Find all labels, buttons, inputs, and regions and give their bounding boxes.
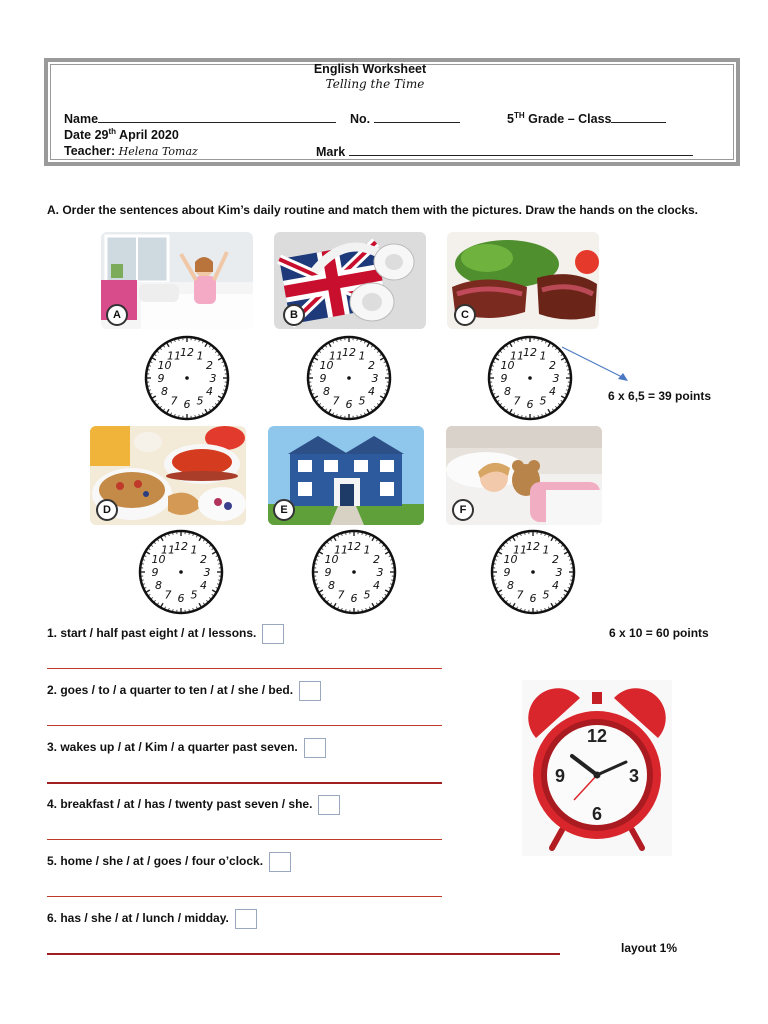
clock-number: 10 (319, 359, 334, 372)
clock-number: 5 (190, 588, 198, 602)
clock-number: 12 (347, 540, 361, 553)
points-arrow-icon (560, 344, 640, 384)
clock-number: 10 (157, 359, 172, 372)
sentence-1-text: 1. start / half past eight / at / lessons. (47, 626, 257, 641)
clock-number: 8 (160, 385, 168, 398)
clock-number: 1 (363, 543, 371, 557)
clock-number: 5 (358, 394, 366, 408)
clock-number: 7 (513, 394, 521, 408)
clock-number: 6 (526, 398, 534, 411)
clock-number: 3 (376, 566, 384, 579)
clock-number: 4 (368, 385, 376, 398)
grade-superscript: TH (513, 111, 525, 120)
picture-a-badge: A (106, 304, 128, 326)
clock-center (179, 570, 183, 574)
sentence-4 (47, 795, 340, 815)
clock-number: 10 (151, 553, 166, 566)
clock-number: 7 (337, 588, 345, 602)
clock-number: 5 (196, 394, 204, 408)
alarm-number-6: 6 (591, 804, 603, 824)
picture-c-badge: C (454, 304, 476, 326)
number-blank[interactable] (374, 111, 460, 123)
clock-number: 11 (513, 543, 527, 557)
clock-number: 2 (373, 553, 381, 566)
clock-number: 8 (154, 579, 162, 592)
grade-number: 5 (507, 112, 514, 127)
clock-number: 2 (200, 553, 208, 566)
sentence-6 (47, 909, 257, 929)
grade-row (507, 111, 666, 126)
clock-number: 3 (552, 372, 560, 385)
clock-a[interactable] (142, 334, 232, 427)
clock-number: 12 (342, 346, 356, 359)
clock-center (531, 570, 535, 574)
sentence-5 (47, 852, 291, 872)
clock-number: 2 (552, 553, 560, 566)
clock-number: 11 (161, 543, 175, 557)
date-row (64, 127, 179, 142)
date-superscript: th (108, 127, 117, 136)
mark-blank[interactable] (349, 144, 693, 156)
sentence-5-answer-line[interactable] (47, 896, 442, 897)
sentence-3 (47, 738, 326, 758)
clock-number: 6 (529, 592, 537, 605)
clock-center (347, 376, 351, 380)
picture-f-badge: F (452, 499, 474, 521)
class-blank[interactable] (611, 111, 666, 123)
clock-number: 5 (539, 394, 547, 408)
sentence-4-text: 4. breakfast / at / has / twenty past seven / she. (47, 797, 313, 812)
clock-number: 6 (345, 398, 353, 411)
name-label: Name (64, 112, 99, 126)
clock-center (352, 570, 356, 574)
sentence-2-answer-line[interactable] (47, 725, 442, 726)
sentence-3-text: 3. wakes up / at / Kim / a quarter past seven. (47, 740, 298, 755)
sentence-1-answer-line[interactable] (47, 668, 442, 669)
sentence-5-answer-box[interactable] (269, 852, 291, 872)
clock-number: 1 (542, 543, 550, 557)
clock-number: 6 (177, 592, 185, 605)
clock-number: 9 (503, 566, 511, 579)
teacher-label: Teacher: (64, 144, 116, 158)
clock-number: 1 (539, 349, 547, 363)
clock-number: 7 (332, 394, 340, 408)
mark-row (316, 144, 693, 159)
teacher-row (64, 144, 198, 158)
clock-number: 10 (324, 553, 339, 566)
points-pictures: 6 x 6,5 = 39 points (608, 389, 712, 403)
clock-number: 11 (329, 349, 343, 363)
worksheet-subtitle: Telling the Time (325, 77, 425, 91)
clock-number: 8 (503, 385, 511, 398)
clock-number: 12 (180, 346, 194, 359)
sentence-1-answer-box[interactable] (262, 624, 284, 644)
clock-number: 9 (500, 372, 508, 385)
clock-number: 5 (363, 588, 371, 602)
clock-number: 8 (322, 385, 330, 398)
clock-number: 6 (350, 592, 358, 605)
clock-number: 12 (174, 540, 188, 553)
worksheet-title: English Worksheet (313, 62, 427, 76)
sentence-6-answer-line[interactable] (47, 953, 560, 955)
clock-number: 3 (371, 372, 379, 385)
clock-number: 11 (167, 349, 181, 363)
sentence-4-answer-line[interactable] (47, 839, 442, 840)
sentence-4-answer-box[interactable] (318, 795, 340, 815)
clock-number: 2 (368, 359, 376, 372)
alarm-number-9: 9 (554, 766, 566, 786)
clock-number: 4 (206, 385, 214, 398)
clock-number: 11 (334, 543, 348, 557)
picture-b-badge: B (283, 304, 305, 326)
clock-number: 3 (203, 566, 211, 579)
clock-number: 8 (327, 579, 335, 592)
picture-e-badge: E (273, 499, 295, 521)
sentence-5-text: 5. home / she / at / goes / four o’clock. (47, 854, 264, 869)
name-blank[interactable] (98, 111, 336, 123)
clock-number: 9 (319, 372, 327, 385)
sentence-3-answer-box[interactable] (304, 738, 326, 758)
clock-center (528, 376, 532, 380)
clock-number: 7 (170, 394, 178, 408)
clock-number: 3 (209, 372, 217, 385)
date-month-year: April 2020 (116, 128, 179, 143)
clock-number: 10 (503, 553, 518, 566)
clock-number: 12 (526, 540, 540, 553)
clock-number: 7 (516, 588, 524, 602)
clock-number: 1 (190, 543, 198, 557)
mark-label: Mark (316, 145, 346, 159)
clock-number: 8 (506, 579, 514, 592)
clock-number: 1 (196, 349, 204, 363)
clock-number: 4 (373, 579, 381, 592)
clock-number: 12 (523, 346, 537, 359)
sentence-3-answer-line[interactable] (47, 782, 442, 784)
clock-number: 9 (157, 372, 165, 385)
clock-f[interactable] (488, 528, 578, 621)
clock-number: 7 (164, 588, 172, 602)
clock-number: 4 (200, 579, 208, 592)
sentence-6-text: 6. has / she / at / lunch / midday. (47, 911, 229, 926)
number-label: No. (350, 112, 371, 126)
points-sentences: 6 x 10 = 60 points (609, 626, 709, 640)
clock-number: 6 (183, 398, 191, 411)
clock-number: 4 (549, 385, 557, 398)
date-day: Date 29 (64, 128, 109, 143)
grade-label: Grade – Class (524, 112, 612, 127)
clock-number: 10 (500, 359, 515, 372)
layout-note: layout 1% (621, 941, 678, 955)
clock-number: 5 (542, 588, 550, 602)
name-row (64, 111, 336, 126)
clock-number: 1 (358, 349, 366, 363)
clock-d[interactable] (136, 528, 226, 621)
clock-number: 9 (324, 566, 332, 579)
number-row (350, 111, 460, 126)
alarm-number-3: 3 (628, 766, 640, 786)
clock-number: 2 (549, 359, 557, 372)
instruction-text: A. Order the sentences about Kim’s daily routine and match them with the pictures. Draw the hands on the clocks. (47, 203, 699, 217)
clock-number: 11 (510, 349, 524, 363)
clock-b[interactable] (304, 334, 394, 427)
sentence-2-text: 2. goes / to / a quarter to ten / at / she / bed. (47, 683, 294, 698)
alarm-number-12: 12 (586, 726, 608, 746)
picture-d-badge: D (96, 499, 118, 521)
clock-number: 9 (151, 566, 159, 579)
sentence-1 (47, 624, 284, 644)
sentence-6-answer-box[interactable] (235, 909, 257, 929)
clock-e[interactable] (309, 528, 399, 621)
alarm-clock-icon (522, 680, 672, 856)
clock-number: 4 (552, 579, 560, 592)
clock-number: 2 (206, 359, 214, 372)
sentence-2 (47, 681, 321, 701)
sentence-2-answer-box[interactable] (299, 681, 321, 701)
clock-center (185, 376, 189, 380)
teacher-name: Helena Tomaz (118, 145, 198, 158)
clock-number: 3 (555, 566, 563, 579)
